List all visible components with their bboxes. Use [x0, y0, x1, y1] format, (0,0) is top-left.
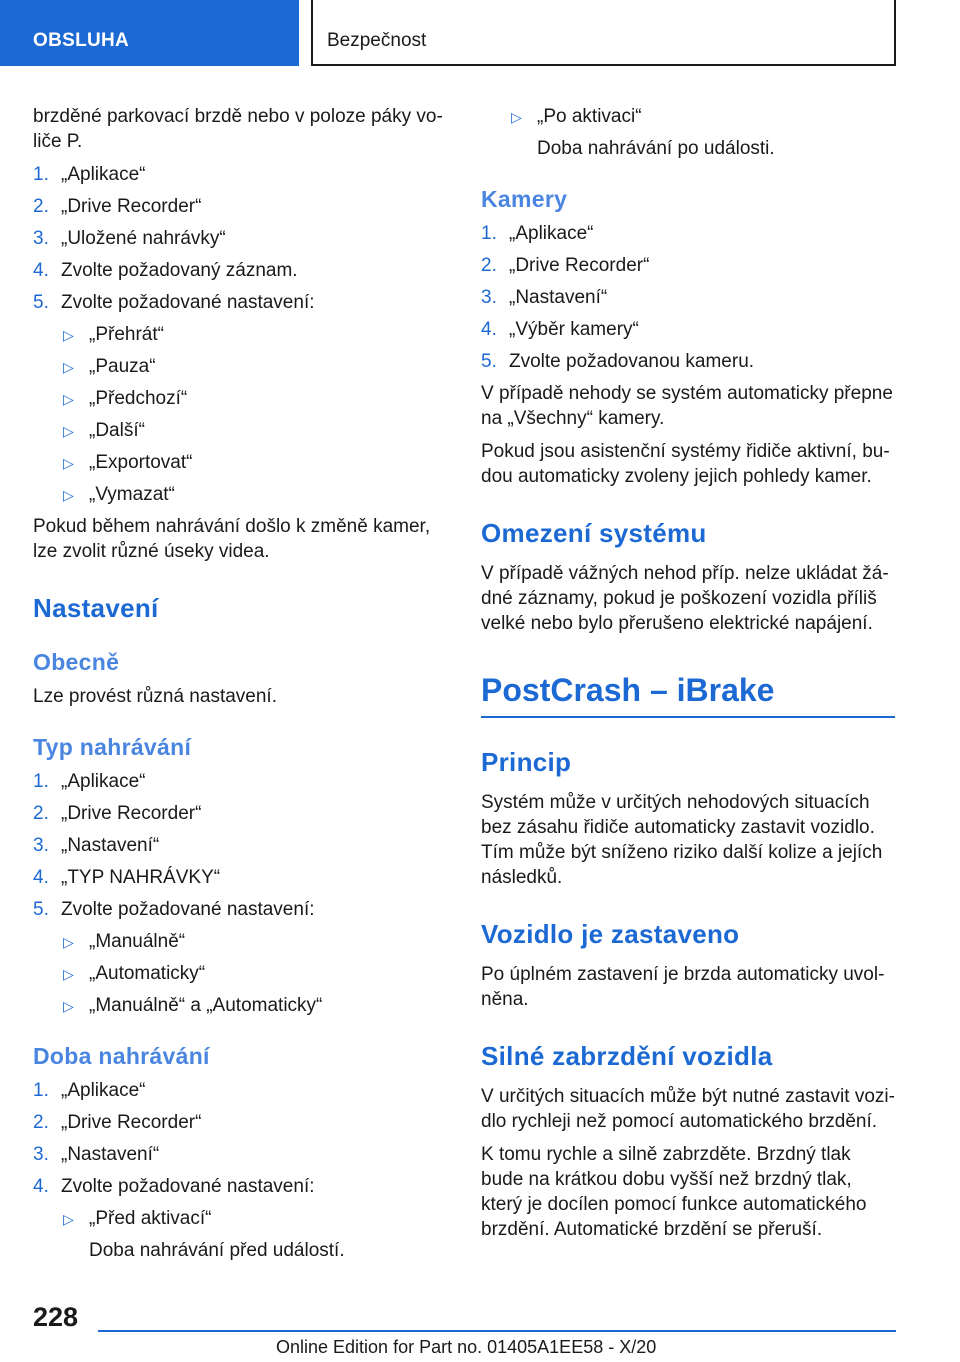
page-header — [0, 0, 960, 66]
step-text: „Aplikace“ — [61, 1080, 146, 1101]
step-text: Zvolte požadovaný záznam. — [61, 260, 298, 281]
heading-omezeni-systemu: Omezení systému — [481, 518, 707, 548]
right-column — [481, 104, 895, 1250]
triangle-bullet-icon: ▷ — [63, 359, 74, 375]
heading-postcrash-ibrake: PostCrash – iBrake — [481, 670, 895, 718]
recording-type-steps — [33, 769, 447, 1018]
step-text: „Uložené nahrávky“ — [61, 228, 226, 249]
step-text: „Nastavení“ — [61, 1144, 160, 1165]
option-text: „Po aktivaci“ — [537, 106, 642, 127]
step-number: 3. — [481, 287, 497, 308]
heading-doba-nahravani: Doba nahrávání — [33, 1043, 210, 1069]
triangle-bullet-icon: ▷ — [63, 1211, 74, 1227]
option-text: „Automaticky“ — [89, 963, 206, 984]
option-item — [61, 322, 447, 347]
option-description: Doba nahrávání před událostí. — [89, 1240, 345, 1261]
step-number: 5. — [481, 351, 497, 372]
step-item — [481, 349, 895, 374]
step-item — [481, 221, 895, 246]
option-item — [61, 418, 447, 443]
silne-paragraph-2: K tomu rychle a silně zabrzděte. Brzdný tlak bude na krátkou dobu vyšší než brzdný tlak, který je docílen pomocí funkce automatického brzdění. Automatické brzdění se přeruší. — [481, 1144, 867, 1240]
camera-change-note: Pokud během nahrávání došlo k změně kamer, lze zvolit různé úseky videa. — [33, 516, 431, 562]
kamery-paragraph-1: V případě nehody se systém automaticky přepne na „Všechny“ kamery. — [481, 383, 893, 429]
page-number: 228 — [33, 1302, 79, 1332]
option-item — [61, 1206, 447, 1263]
heading-kamery: Kamery — [481, 186, 568, 212]
step-number: 2. — [33, 803, 49, 824]
step-number: 2. — [33, 196, 49, 217]
triangle-bullet-icon: ▷ — [63, 487, 74, 503]
step-number: 4. — [33, 1176, 49, 1197]
step-text: Zvolte požadovanou kameru. — [509, 351, 755, 372]
footer-edition: Online Edition for Part no. 01405A1EE58 - X/20 — [276, 1337, 657, 1357]
option-text: „Manuálně“ — [89, 931, 186, 952]
heading-nastaveni: Nastavení — [33, 593, 159, 623]
zastaveno-paragraph: Po úplném zastavení je brzda automaticky uvol-něna. — [481, 964, 885, 1010]
step-text: „Drive Recorder“ — [509, 255, 650, 276]
option-text: „Další“ — [89, 420, 145, 441]
triangle-bullet-icon: ▷ — [63, 966, 74, 982]
step-item — [33, 258, 447, 283]
step-item — [33, 801, 447, 826]
recording-duration-steps — [33, 1078, 447, 1263]
step-number: 3. — [33, 835, 49, 856]
heading-silne-zabrzdeni: Silné zabrzdění vozidla — [481, 1041, 773, 1071]
step-text: „Aplikace“ — [61, 771, 146, 792]
step-number: 2. — [33, 1112, 49, 1133]
triangle-bullet-icon: ▷ — [63, 327, 74, 343]
step-text: Zvolte požadované nastavení: — [61, 292, 315, 313]
step-text: „Drive Recorder“ — [61, 1112, 202, 1133]
step-item — [33, 194, 447, 219]
option-text: „Manuálně“ a „Automaticky“ — [89, 995, 323, 1016]
step-text: „TYP NAHRÁVKY“ — [61, 867, 221, 888]
omezeni-paragraph: V případě vážných nehod příp. nelze ukládat žá-dné záznamy, pokud je poškození vozidla příliš velké nebo bylo přerušeno elektrické napájení. — [481, 563, 889, 634]
option-item — [61, 386, 447, 411]
heading-princip: Princip — [481, 747, 572, 777]
playback-steps — [33, 162, 447, 507]
option-description: Doba nahrávání po události. — [537, 138, 775, 159]
option-list — [61, 322, 447, 507]
silne-paragraph-1: V určitých situacích může být nutné zastavit vozi-dlo rychleji než pomocí automatického brzdění. — [481, 1086, 895, 1132]
step-text: „Nastavení“ — [509, 287, 608, 308]
step-text: „Nastavení“ — [61, 835, 160, 856]
step-item — [33, 290, 447, 507]
step-item — [33, 833, 447, 858]
step-text: „Aplikace“ — [509, 223, 594, 244]
step-item — [33, 1174, 447, 1263]
option-list — [61, 929, 447, 1018]
camera-steps — [481, 221, 895, 374]
option-item — [61, 929, 447, 954]
step-item — [33, 1110, 447, 1135]
step-text: „Aplikace“ — [61, 164, 146, 185]
heading-typ-nahravani: Typ nahrávání — [33, 734, 192, 760]
triangle-bullet-icon: ▷ — [63, 455, 74, 471]
left-column — [33, 104, 447, 1270]
step-number: 1. — [481, 223, 497, 244]
obecne-paragraph: Lze provést různá nastavení. — [33, 686, 277, 707]
step-number: 4. — [481, 319, 497, 340]
option-item — [509, 104, 895, 161]
step-text: „Drive Recorder“ — [61, 803, 202, 824]
step-item — [33, 1078, 447, 1103]
footer-divider — [98, 1330, 896, 1332]
step-item — [33, 1142, 447, 1167]
step-number: 5. — [33, 899, 49, 920]
step-number: 1. — [33, 771, 49, 792]
step-number: 4. — [33, 260, 49, 281]
step-item — [33, 226, 447, 251]
step-text: „Výběr kamery“ — [509, 319, 639, 340]
intro-paragraph: brzděné parkovací brzdě nebo v poloze páky vo-liče P. — [33, 106, 443, 152]
triangle-bullet-icon: ▷ — [63, 423, 74, 439]
step-number: 3. — [33, 1144, 49, 1165]
step-item — [33, 897, 447, 1018]
step-text: Zvolte požadované nastavení: — [61, 1176, 315, 1197]
step-number: 5. — [33, 292, 49, 313]
heading-vozidlo-zastaveno: Vozidlo je zastaveno — [481, 919, 740, 949]
option-list — [481, 104, 895, 161]
step-item — [33, 769, 447, 794]
option-text: „Předchozí“ — [89, 388, 188, 409]
step-item — [481, 285, 895, 310]
step-item — [481, 317, 895, 342]
option-text: „Exportovat“ — [89, 452, 193, 473]
option-text: „Vymazat“ — [89, 484, 175, 505]
heading-obecne: Obecně — [33, 649, 120, 675]
step-text: „Drive Recorder“ — [61, 196, 202, 217]
step-text: Zvolte požadované nastavení: — [61, 899, 315, 920]
step-item — [33, 865, 447, 890]
option-item — [61, 993, 447, 1018]
triangle-bullet-icon: ▷ — [63, 998, 74, 1014]
kamery-paragraph-2: Pokud jsou asistenční systémy řidiče aktivní, bu-dou automaticky zvoleny jejich pohledy kamer. — [481, 441, 890, 487]
triangle-bullet-icon: ▷ — [511, 109, 522, 125]
chapter-tab: OBSLUHA — [0, 0, 299, 66]
section-title: Bezpečnost — [311, 0, 896, 66]
step-number: 3. — [33, 228, 49, 249]
princip-paragraph: Systém může v určitých nehodových situacích bez zásahu řidiče automaticky zastavit vozidlo. Tím může být sníženo riziko další kolize a jejích následků. — [481, 792, 883, 888]
triangle-bullet-icon: ▷ — [63, 934, 74, 950]
option-text: „Pauza“ — [89, 356, 156, 377]
option-item — [61, 482, 447, 507]
option-item — [61, 961, 447, 986]
option-text: „Před aktivací“ — [89, 1208, 212, 1229]
option-list — [61, 1206, 447, 1263]
option-text: „Přehrát“ — [89, 324, 164, 345]
option-item — [61, 354, 447, 379]
triangle-bullet-icon: ▷ — [63, 391, 74, 407]
step-item — [481, 253, 895, 278]
step-number: 1. — [33, 164, 49, 185]
step-number: 2. — [481, 255, 497, 276]
step-number: 1. — [33, 1080, 49, 1101]
option-item — [61, 450, 447, 475]
step-item — [33, 162, 447, 187]
step-number: 4. — [33, 867, 49, 888]
